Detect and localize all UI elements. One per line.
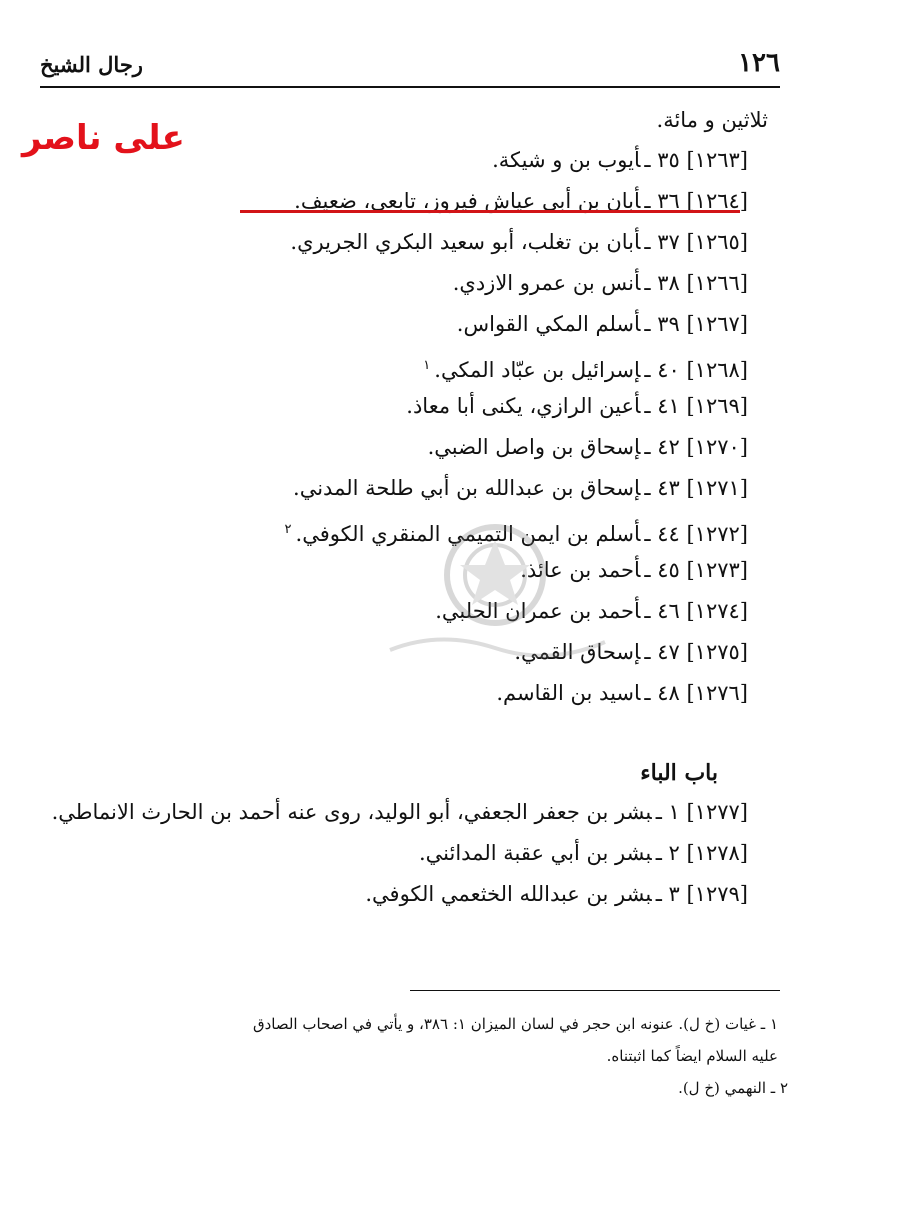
entries-list-ba bbox=[8, 792, 748, 915]
handwritten-stamp: على ناصر bbox=[22, 118, 185, 158]
library-watermark-seal bbox=[380, 520, 610, 670]
footnote-marker: ١ bbox=[423, 358, 431, 373]
entry-line: [١٢٧٨] ٢ ـبشر بن أبي عقبة المدائني. bbox=[418, 841, 748, 865]
entry-line: [١٢٦٣] ٣٥ ـأيوب بن و شيكة. bbox=[492, 148, 748, 172]
footnote-marker: ٢ bbox=[284, 522, 292, 537]
entry-line: [١٢٦٧] ٣٩ ـأسلم المكي القواس. bbox=[456, 312, 748, 336]
entry-line: [١٢٦٩] ٤١ ـأعين الرازي، يكنى أبا معاذ. bbox=[406, 394, 748, 418]
entry-line: [١٢٧٠] ٤٢ ـإسحاق بن واصل الضبي. bbox=[427, 435, 748, 459]
footnote-1: ١ ـ غيات (خ ل). عنونه ابن حجر في لسان الميزان ١: ٣٨٦، و يأتي في اصحاب الصادق bbox=[252, 1015, 778, 1033]
page-header bbox=[40, 48, 780, 84]
entry-line: [١٢٦٥] ٣٧ ـأبان بن تغلب، أبو سعيد البكري الجريري. bbox=[290, 230, 748, 254]
entry-line: [١٢٧٢] ٤٤ ـأسلم بن ايمن التميمي المنقري الكوفي.$^٢$ bbox=[284, 522, 748, 546]
entry-line: [١٢٧٩] ٣ ـبشر بن عبدالله الخثعمي الكوفي. bbox=[365, 882, 748, 906]
continuation-line: ثلاثين و مائة. bbox=[656, 108, 768, 132]
entry-line: [١٢٧١] ٤٣ ـإسحاق بن عبدالله بن أبي طلحة المدني. bbox=[293, 476, 748, 500]
running-title: رجال الشيخ bbox=[40, 52, 143, 77]
footnote-1-continued: عليه السلام ايضاً كما اثبتناه. bbox=[606, 1047, 778, 1065]
header-rule bbox=[40, 86, 780, 88]
footnote-rule bbox=[410, 990, 780, 991]
entry-line: [١٢٧٤] ٤٦ ـأحمد بن عمران الحلبي. bbox=[435, 599, 748, 623]
entry-line: [١٢٦٨] ٤٠ ـإسرائيل بن عبّاد المكي.$^١$ bbox=[423, 358, 748, 382]
footnote-2: ٢ ـ النهمي (خ ل). bbox=[678, 1079, 788, 1097]
entry-line: [١٢٦٤] ٣٦ ـأبان بن أبي عياش فيروز، تابعي، ضعيف. bbox=[294, 189, 748, 213]
section-title: باب الباء bbox=[640, 760, 718, 786]
entry-line: [١٢٧٦] ٤٨ ـاسيد بن القاسم. bbox=[496, 681, 748, 705]
entry-line: [١٢٧٣] ٤٥ ـأحمد بن عائذ. bbox=[520, 558, 748, 582]
entry-line: [١٢٧٧] ١ ـبشر بن جعفر الجعفي، أبو الوليد، روى عنه أحمد بن الحارث الانماطي. bbox=[51, 800, 748, 824]
page-number: ١٢٦ bbox=[738, 48, 780, 78]
entry-line: [١٢٦٦] ٣٨ ـأنس بن عمرو الازدي. bbox=[452, 271, 748, 295]
red-underline-annotation bbox=[240, 210, 740, 213]
footnotes bbox=[38, 1008, 788, 1104]
entry-line: [١٢٧٥] ٤٧ ـإسحاق القمي. bbox=[514, 640, 748, 664]
